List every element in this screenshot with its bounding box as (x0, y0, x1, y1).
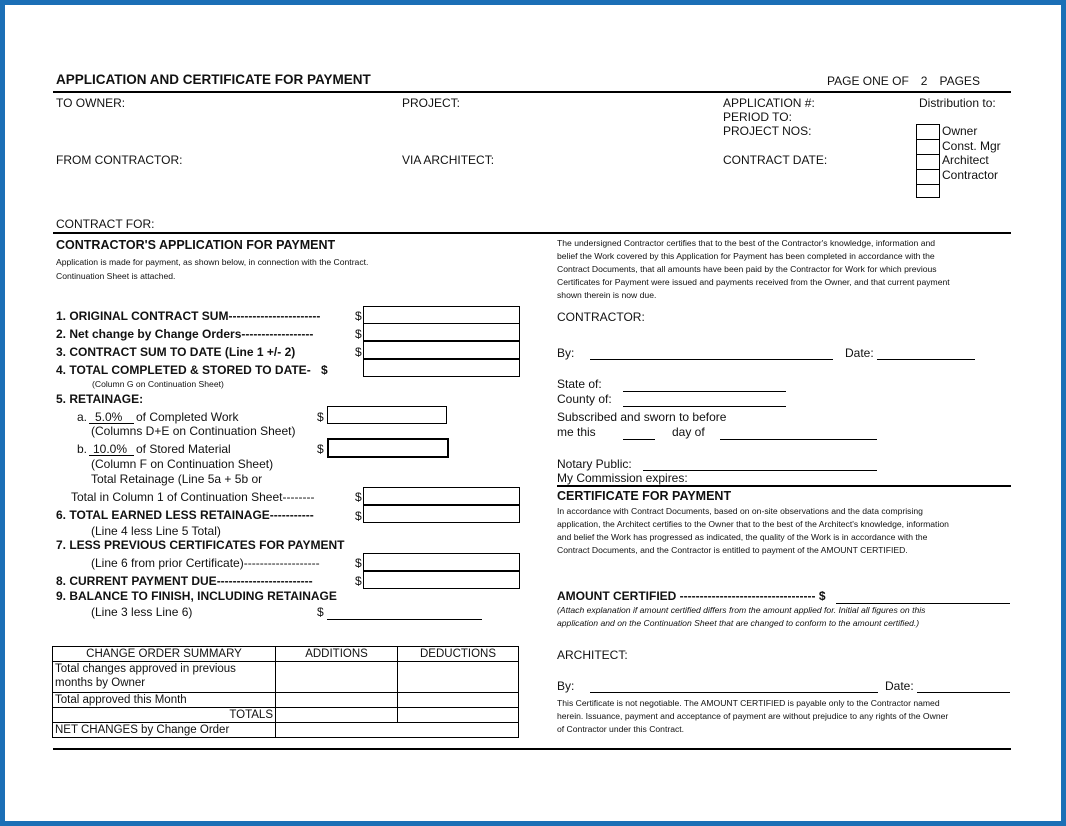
footer-text-3: of Contractor under this Contract. (557, 724, 685, 734)
attach-note-1: (Attach explanation if amount certified differs from the amount applied for. Initial all figures on this (557, 605, 926, 615)
line7-label: 7. LESS PREVIOUS CERTIFICATES FOR PAYMENT (56, 538, 345, 552)
contractor-label: CONTRACTOR: (557, 310, 645, 324)
footer-text-2: herein. Issuance, payment and acceptance of payment are without prejudice to any rights of the Owner (557, 711, 949, 721)
distribution-owner: Owner (942, 124, 978, 138)
line3-dollar: $ (355, 345, 362, 359)
line5b-amount-field[interactable] (327, 438, 449, 458)
line5b-text: of Stored Material (136, 442, 231, 456)
project-nos-label: PROJECT NOS: (723, 124, 812, 138)
change-order-table (52, 646, 519, 738)
section-rule (53, 232, 1011, 234)
table-row (53, 693, 519, 708)
distribution-checkbox-contractor[interactable] (916, 169, 940, 185)
distribution-checkbox-owner[interactable] (916, 124, 940, 140)
line4-dollar: $ (321, 363, 328, 377)
header-additions: ADDITIONS (276, 647, 398, 662)
distribution-architect: Architect (942, 153, 989, 167)
line9-amount-line[interactable] (327, 604, 482, 620)
line6-amount-field[interactable] (363, 505, 520, 523)
total-retainage-amount-field[interactable] (363, 487, 520, 505)
line3-amount-field[interactable] (363, 341, 520, 359)
line5a-prefix: a. (77, 410, 88, 424)
amount-certified-label: AMOUNT CERTIFIED ---------------------------------- $ (557, 589, 826, 603)
county-of-label: County of: (557, 392, 612, 406)
architect-by-label: By: (557, 679, 575, 693)
line5b-note: (Column F on Continuation Sheet) (91, 457, 274, 471)
contract-for-label: CONTRACT FOR: (56, 217, 155, 231)
cell-deductions-previous[interactable] (398, 662, 519, 693)
certification-text-3: Contract Documents, that all amounts have been paid by the Contractor for Work for which previous (557, 264, 937, 274)
certificate-rule (557, 485, 1011, 487)
county-of-line[interactable] (623, 392, 786, 407)
distribution-checkbox-architect[interactable] (916, 154, 940, 170)
line2-dollar: $ (355, 327, 362, 341)
contract-date-label: CONTRACT DATE: (723, 153, 828, 167)
state-of-label: State of: (557, 377, 602, 391)
line6-note: (Line 4 less Line 5 Total) (91, 524, 221, 538)
distribution-contractor: Contractor (942, 168, 999, 182)
form-page (5, 5, 1061, 821)
to-owner-label: TO OWNER: (56, 96, 126, 110)
certification-text-5: shown therein is now due. (557, 290, 657, 300)
certificate-text-1: In accordance with Contract Documents, based on on-site observations and the data comprising (557, 506, 923, 516)
line2-label: 2. Net change by Change Orders------------------ (56, 327, 314, 341)
certificate-text-2: application, the Architect certifies to the Owner that to the best of the Architect's knowledge, information (557, 519, 949, 529)
line8-label: 8. CURRENT PAYMENT DUE------------------------ (56, 574, 313, 588)
line5a-dollar: $ (317, 410, 324, 424)
contractor-signature-line[interactable] (590, 345, 833, 360)
line4-label: 4. TOTAL COMPLETED & STORED TO DATE- (56, 363, 311, 377)
certification-text-1: The undersigned Contractor certifies that to the best of the Contractor's knowledge, information and (557, 238, 936, 248)
day-line[interactable] (623, 424, 655, 440)
certificate-text-4: Contract Documents, and the Contractor is entitled to payment of the AMOUNT CERTIFIED. (557, 545, 908, 555)
attach-note-2: application and on the Continuation Sheet that are changed to conform to the amount certified.) (557, 618, 920, 628)
certification-text-4: Certificates for Payment were issued and payments received from the Owner, and that current payment (557, 277, 950, 287)
from-contractor-label: FROM CONTRACTOR: (56, 153, 183, 167)
line6-dollar: $ (355, 509, 362, 523)
line5b-dollar: $ (317, 442, 324, 456)
contractor-date-label: Date: (845, 346, 874, 360)
header-rule (53, 91, 1011, 93)
header-deductions: DEDUCTIONS (398, 647, 519, 662)
line1-amount-field[interactable] (363, 306, 520, 324)
line5a-percent-underline (89, 409, 134, 424)
architect-label: ARCHITECT: (557, 648, 628, 662)
total-retainage-label: Total Retainage (Line 5a + 5b or (91, 472, 263, 486)
application-heading: CONTRACTOR'S APPLICATION FOR PAYMENT (56, 238, 336, 252)
row-net-changes: NET CHANGES by Change Order (53, 723, 276, 738)
line7-note: (Line 6 from prior Certificate)------------------- (91, 556, 320, 570)
line9-dollar: $ (317, 605, 324, 619)
line5b-percent[interactable]: 10.0% (93, 442, 128, 456)
certificate-text-3: and belief the Work has progressed as indicated, the quality of the Work is in accordance with the (557, 532, 928, 542)
footer-text-1: This Certificate is not negotiable. The AMOUNT CERTIFIED is payable only to the Contractor named (557, 698, 940, 708)
period-to-label: PERIOD TO: (723, 110, 792, 124)
table-row (53, 662, 519, 693)
amount-certified-line[interactable] (836, 589, 1010, 604)
row-totals: TOTALS (53, 708, 276, 723)
line4-note: (Column G on Continuation Sheet) (92, 379, 224, 389)
notary-line[interactable] (643, 456, 877, 471)
month-line[interactable] (720, 424, 877, 440)
certificate-heading: CERTIFICATE FOR PAYMENT (557, 489, 732, 503)
architect-date-label: Date: (885, 679, 914, 693)
line5a-text: of Completed Work (136, 410, 239, 424)
line1-dollar: $ (355, 309, 362, 323)
distribution-const-mgr: Const. Mgr (942, 139, 1001, 153)
line4-amount-field[interactable] (363, 359, 520, 377)
me-this-label: me this (557, 425, 596, 439)
contractor-date-line[interactable] (877, 345, 975, 360)
line9-note: (Line 3 less Line 6) (91, 605, 193, 619)
via-architect-label: VIA ARCHITECT: (402, 153, 495, 167)
line5a-percent[interactable]: 5.0% (95, 410, 123, 424)
page-label: PAGE ONE OF 2 PAGES (827, 74, 980, 88)
distribution-title: Distribution to: (919, 96, 996, 110)
line7-amount-field[interactable] (363, 553, 520, 571)
row-this-month: Total approved this Month (53, 693, 276, 708)
table-header-row (53, 647, 519, 662)
architect-signature-line[interactable] (590, 677, 878, 693)
line6-label: 6. TOTAL EARNED LESS RETAINAGE----------- (56, 508, 314, 522)
page-count: 2 (920, 74, 928, 88)
certification-text-2: belief the Work covered by this Application for Payment has been completed in accordance with the (557, 251, 935, 261)
cell-additions-totals[interactable] (276, 708, 398, 723)
bottom-rule (53, 748, 1011, 750)
application-intro-2: Continuation Sheet is attached. (56, 271, 176, 281)
line8-dollar: $ (355, 574, 362, 588)
distribution-checkbox-blank[interactable] (916, 184, 940, 198)
line9-label: 9. BALANCE TO FINISH, INCLUDING RETAINAGE (56, 589, 337, 603)
line5b-percent-underline (89, 441, 134, 456)
commission-label: My Commission expires: (557, 471, 688, 485)
notary-label: Notary Public: (557, 457, 632, 471)
line5-label: 5. RETAINAGE: (56, 392, 144, 406)
subscribed-label: Subscribed and sworn to before (557, 410, 727, 424)
line5a-note: (Columns D+E on Continuation Sheet) (91, 424, 296, 438)
cell-additions-this-month[interactable] (276, 693, 398, 708)
line5a-amount-field[interactable] (327, 406, 447, 424)
application-number-label: APPLICATION #: (723, 96, 815, 110)
table-row (53, 723, 519, 738)
line3-label: 3. CONTRACT SUM TO DATE (Line 1 +/- 2) (56, 345, 296, 359)
line5b-prefix: b. (77, 442, 88, 456)
total-column1-label: Total in Column 1 of Continuation Sheet-------- (71, 490, 315, 504)
total-retainage-dollar: $ (355, 490, 362, 504)
table-row (53, 708, 519, 723)
cell-deductions-totals[interactable] (398, 708, 519, 723)
state-of-line[interactable] (623, 377, 786, 392)
distribution-checkbox-const-mgr[interactable] (916, 139, 940, 155)
day-of-label: day of (672, 425, 705, 439)
contractor-by-label: By: (557, 346, 575, 360)
header-change-order-summary: CHANGE ORDER SUMMARY (53, 647, 276, 662)
architect-date-line[interactable] (917, 677, 1010, 693)
row-previous-months: Total changes approved in previous months by Owner (53, 662, 276, 693)
cell-deductions-this-month[interactable] (398, 693, 519, 708)
application-intro-1: Application is made for payment, as shown below, in connection with the Contract. (56, 257, 369, 267)
project-label: PROJECT: (402, 96, 461, 110)
cell-net-changes[interactable] (276, 723, 519, 738)
line2-amount-field[interactable] (363, 323, 520, 341)
form-title: APPLICATION AND CERTIFICATE FOR PAYMENT (56, 72, 371, 87)
line1-label: 1. ORIGINAL CONTRACT SUM----------------------- (56, 309, 321, 323)
cell-additions-previous[interactable] (276, 662, 398, 693)
line7-dollar: $ (355, 556, 362, 570)
line8-amount-field[interactable] (363, 571, 520, 589)
